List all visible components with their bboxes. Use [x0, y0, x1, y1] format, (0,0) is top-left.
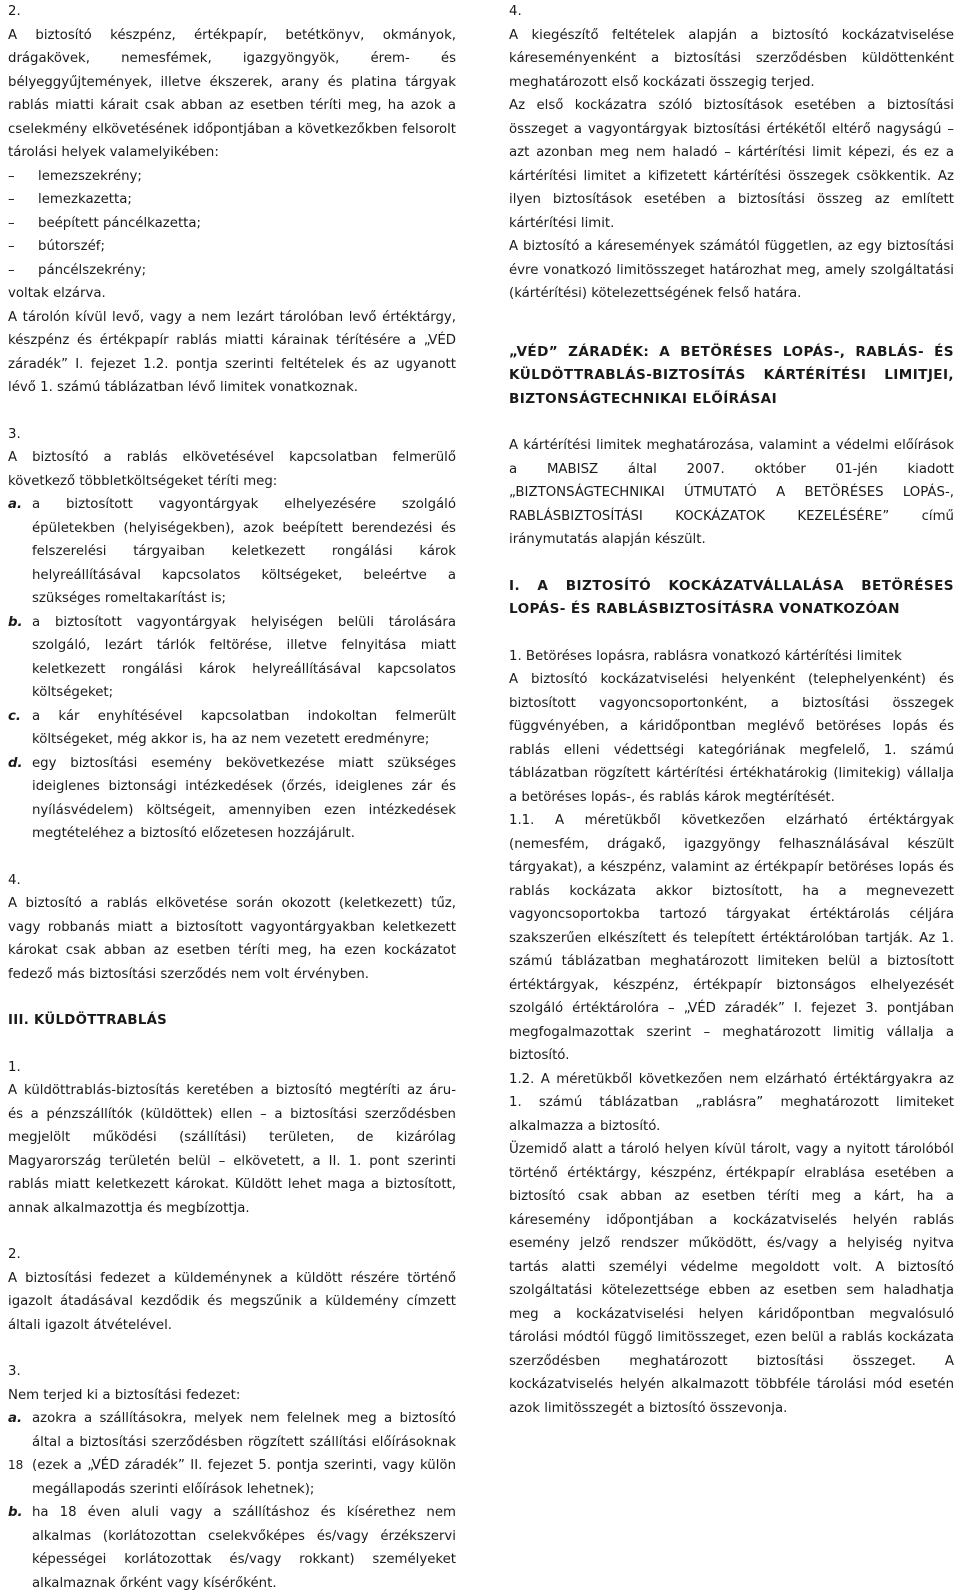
paragraph: 1.2. A méretükből következően nem elzárható értéktárgyakra az 1. számú táblázatban „rablásra” meghatározott limiteket alkalmazza a biztosító. [509, 1071, 954, 1134]
item-letter: a. [8, 497, 23, 512]
item-letter: c. [8, 708, 21, 724]
section-heading: III. KÜLDÖTTRABLÁS [8, 1013, 168, 1028]
paragraph: A biztosító készpénz, értékpapír, betétkönyv, okmányok, drágakövek, nemesfémek, igazgyöngyök, érem- és bélyeggyűjtemények, illetve ékszerek, arany és platina tárgyak rablás miatti kárait csak abban az esetben téríti meg, ha azok a cselekmény elkövetésének időpontjában a következőkben felsorolt tárolási helyek valamelyikében: [8, 27, 456, 160]
list-item-text: páncélszekrény; [38, 262, 147, 278]
ved-clause-title: „VÉD” ZÁRADÉK: A BETÖRÉSES LOPÁS-, RABLÁS- ÉS KÜLDÖTTRABLÁS-BIZTOSÍTÁS KÁRTÉRÍTÉSI LIMITJEI, BIZTONSÁGTECHNIKAI ELŐÍRÁSAI [509, 343, 954, 407]
spacer [509, 306, 954, 329]
spacer [8, 986, 456, 1009]
spacer [509, 411, 954, 434]
paragraph: 1.1. A méretükből következően elzárható értéktárgyak (nemesfém, drágakő, igazgyöngy felhasználásával készült tárgyakat), a készpénz, valamint az értékpapír betöréses lopás és rablás kockázata akkor biztosított, ha a megnevezett vagyoncsoportokba tartozó tárgyakat értéktárolás céljára szakszerűen elkészített és telepített értéktárolóban tartják. Az 1. számú táblázatban meghatározott limiteken belül a biztosított értéktárgyak, készpénz, értékpapír biztonságos elhelyezését szolgáló értéktárolóra – „VÉD záradék” I. fejezet 3. pontjában megfogalmazottak szerint – meghatározott limitig vállalja a biztosító. [509, 813, 954, 1063]
paragraph: Nem terjed ki a biztosítási fedezet: [8, 1387, 241, 1403]
paragraph: voltak elzárva. [8, 286, 106, 301]
spacer [8, 1033, 456, 1056]
section-number: 1. [8, 1059, 21, 1075]
paragraph: A biztosító a rablás elkövetésével kapcsolatban felmerülő következő többletköltségeket téríti meg: [8, 450, 456, 489]
lettered-item [8, 752, 456, 846]
lettered-item [8, 705, 456, 752]
list-item-text: beépített páncélkazetta; [38, 215, 202, 231]
paragraph: A küldöttrablás-biztosítás keretében a biztosító megtéríti az áru- és a pénzszállítók (küldöttek) ellen – a biztosítási szerződésben megjelölt működési (szállítási) területen, de kizárólag Magyarország területén belül – elkövetett, a II. 1. pont szerinti rablás miatt keletkezett károkat. Küldött lehet maga a biztosított, annak alkalmazottja és megbízottja. [8, 1083, 456, 1216]
dash-bullet: – [8, 239, 15, 254]
item-text: a biztosított vagyontárgyak elhelyezésére szolgáló épületekben (helyiségekben), azok beépített berendezési és felszerelési tárgyaiban keletkezett rongálási károk helyreállításával kapcsolatos költségeket, beleértve a szükséges romeltakarítást is; [32, 497, 456, 606]
section-heading: I. A BIZTOSÍTÓ KOCKÁZATVÁLLALÁSA BETÖRÉSES LOPÁS- ÉS RABLÁSBIZTOSÍTÁSRA VONATKOZÓAN [509, 577, 954, 617]
list-item-text: bútorszéf; [38, 239, 105, 254]
section-number: 2. [8, 1247, 21, 1262]
item-letter: a. [8, 1411, 23, 1426]
spacer [8, 1337, 456, 1360]
spacer [509, 622, 954, 645]
paragraph: A kártérítési limitek meghatározása, valamint a védelmi előírások a MABISZ által 2007. október 01-jén kiadott „BIZTONSÁGTECHNIKAI ÚTMUTATÓ A BETÖRÉSES LOPÁS-, RABLÁSBIZTOSÍTÁSI KOCKÁZATOK KEZELÉSÉRE” című iránymutatás alapján készült. [509, 438, 954, 547]
list-item [8, 235, 456, 259]
list-item [8, 188, 456, 212]
item-text: azokra a szállításokra, melyek nem felelnek meg a biztosító által a biztosítási szerződésben rögzített szállítási előírásoknak (ezek a „VÉD záradék” II. fejezet 5. pontja szerinti, vagy külön megállapodás szerinti előírások lehetnek); [32, 1411, 456, 1497]
spacer [8, 1220, 456, 1243]
paragraph: Az első kockázatra szóló biztosítások esetében a biztosítási összeget a vagyontárgyak biztosítási értékétől eltérő nagyságú – azt azonban meg nem haladó – kártérítési limit képezi, és ez a kártérítési limitet a kifizetett kártérítési összegek csökkentik. Az ilyen biztosítások esetében a biztosítási összeg az említett kártérítési limit. [509, 98, 954, 231]
list-item [8, 212, 456, 236]
spacer [8, 846, 456, 869]
list-item-text: lemezszekrény; [38, 168, 142, 184]
lettered-item [8, 1501, 456, 1595]
item-letter: b. [8, 614, 23, 630]
lettered-item [8, 1407, 456, 1501]
subsection-title: 1. Betöréses lopásra, rablásra vonatkozó kártérítési limitek [509, 648, 902, 664]
dash-bullet: – [8, 192, 15, 207]
list-item-text: lemezkazetta; [38, 192, 132, 207]
item-letter: b. [8, 1505, 23, 1520]
lettered-item [8, 611, 456, 705]
item-text: egy biztosítási esemény bekövetkezése miatt szükséges ideiglenes biztonsági intézkedések (őrzés, ideiglenes zár és nyílásvédelem) költségeit, amennyiben ezen intézkedések megtételéhez a biztosító előzetesen hozzájárult. [32, 755, 456, 841]
item-text: a kár enyhítésével kapcsolatban indokoltan felmerült költségeket, még akkor is, ha az nem vezetett eredményre; [32, 708, 456, 747]
spacer [509, 552, 954, 575]
page-number: 18 [8, 1457, 24, 1472]
spacer [8, 400, 456, 423]
lettered-item [8, 493, 456, 611]
section-number: 3. [8, 1364, 21, 1379]
paragraph: A biztosító a káresemények számától független, az egy biztosítási évre vonatkozó limitösszeget határozhat meg, amely szolgáltatási (kártérítési) kötelezettségének felső határa. [509, 239, 954, 301]
section-number: 3. [8, 426, 21, 442]
dash-bullet: – [8, 262, 15, 278]
spacer [509, 329, 954, 341]
item-letter: d. [8, 755, 23, 771]
paragraph: A biztosító kockázatviselési helyenként (telephelyenként) és biztosított vagyoncsoportonként, a biztosítási összegek függvényében, a káridőpontban meglévő betöréses lopás és rablás elleni védettségi kategóriának megfelelő, 1. számú táblázatban rögzített kártérítési értékhatárokig (limitekig) vállalja a betöréses lopás-, és rablás károk megtérítését. [509, 672, 954, 805]
section-number: 4. [8, 872, 21, 888]
dash-bullet: – [8, 168, 15, 184]
right-column [509, 0, 954, 1420]
paragraph: A kiegészítő feltételek alapján a biztosító kockázatviselése káreseményenként a biztosítási szerződésben küldöttenként meghatározott első kockázati összegig terjed. [509, 27, 954, 90]
paragraph: Üzemidő alatt a tároló helyen kívül tárolt, vagy a nyitott tárolóból történő értéktárgy, készpénz, értékpapír elrablása esetében a biztosító csak abban az esetben téríti meg a kárt, ha a káresemény időpontjában a kockázatviselés helyén rablás esemény jelző rendszer működött, és/vagy a helyiség nyitva tartás alatti személyi védelme megoldott volt. A biztosító szolgáltatási kötelezettsége ebben az esetben sem haladhatja meg a kockázatviselési helyen káridőpontban megvalósuló tárolási módtól függő limitösszeget, ezen belül a rablás kockázata szerződésben meghatározott biztosítási összeget. A kockázatviselés helyén alkalmazott többféle tárolási mód esetén azok limitösszegét a biztosító összevonja. [509, 1142, 954, 1416]
item-text: a biztosított vagyontárgyak helyiségen belüli tárolására szolgáló, lezárt tárlók feltörése, illetve felnyitása miatt keletkezett rongálási károk helyreállításával kapcsolatos költségeket; [32, 614, 456, 700]
paragraph: A tárolón kívül levő, vagy a nem lezárt tárolóban levő értéktárgy, készpénz és értékpapír rablás miatti kárainak térítésére a „VÉD záradék” I. fejezet 1.2. pontja szerinti feltételek és az ugyanott lévő 1. számú táblázatban lévő limitek vonatkoznak. [8, 309, 456, 395]
list-item [8, 165, 456, 189]
section-number: 4. [509, 4, 522, 19]
section-number: 2. [8, 4, 21, 19]
list-item [8, 259, 456, 283]
dash-bullet: – [8, 215, 15, 231]
item-text: ha 18 éven aluli vagy a szállításhoz és kísérethez nem alkalmas (korlátozottan cselekvőképes és/vagy érzékszervi képességei korlátozottak és/vagy rokkant) személyeket alkalmaznak őrként vagy kísérőként. [32, 1505, 456, 1591]
paragraph: A biztosítási fedezet a küldeménynek a küldött részére történő igazolt átadásával kezdődik és megszűnik a küldemény címzett általi igazolt átvételével. [8, 1270, 456, 1333]
paragraph: A biztosító a rablás elkövetése során okozott (keletkezett) tűz, vagy robbanás miatt a biztosított vagyontárgyakban keletkezett károkat csak abban az esetben téríti meg, ha ezen kockázatot fedező más biztosítási szerződés nem volt érvényben. [8, 896, 456, 982]
left-column [8, 0, 456, 1595]
